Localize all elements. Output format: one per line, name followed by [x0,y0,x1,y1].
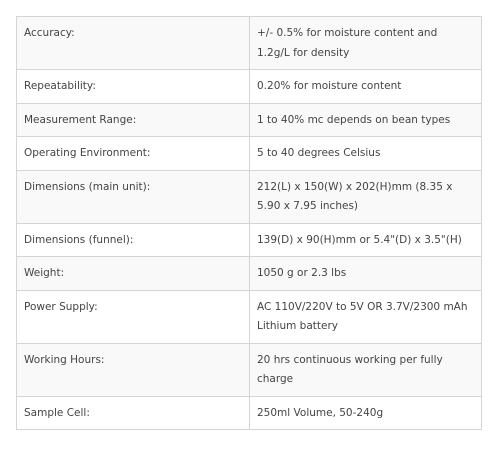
spec-label: Working Hours: [17,343,250,396]
spec-label: Sample Cell: [17,396,250,430]
spec-value: 250ml Volume, 50-240g [250,396,482,430]
spec-row-accuracy [17,17,482,70]
spec-row-dimensions-funnel [17,223,482,257]
spec-label: Dimensions (funnel): [17,223,250,257]
spec-row-repeatability [17,70,482,104]
spec-row-power-supply [17,290,482,343]
specifications-table [16,16,482,430]
spec-value: 1050 g or 2.3 lbs [250,257,482,291]
spec-row-weight [17,257,482,291]
spec-value: 1 to 40% mc depends on bean types [250,103,482,137]
spec-row-sample-cell [17,396,482,430]
spec-value: +/- 0.5% for moisture content and 1.2g/L for density [250,17,482,70]
spec-value: 212(L) x 150(W) x 202(H)mm (8.35 x 5.90 x 7.95 inches) [250,170,482,223]
spec-row-dimensions-main-unit [17,170,482,223]
spec-value: 5 to 40 degrees Celsius [250,137,482,171]
spec-label: Weight: [17,257,250,291]
spec-label: Repeatability: [17,70,250,104]
spec-value: 0.20% for moisture content [250,70,482,104]
spec-label: Power Supply: [17,290,250,343]
spec-value: AC 110V/220V to 5V OR 3.7V/2300 mAh Lithium battery [250,290,482,343]
spec-row-working-hours [17,343,482,396]
spec-row-measurement-range [17,103,482,137]
spec-label: Operating Environment: [17,137,250,171]
spec-value: 20 hrs continuous working per fully charge [250,343,482,396]
spec-value: 139(D) x 90(H)mm or 5.4"(D) x 3.5"(H) [250,223,482,257]
spec-row-operating-environment [17,137,482,171]
spec-label: Measurement Range: [17,103,250,137]
spec-label: Accuracy: [17,17,250,70]
spec-label: Dimensions (main unit): [17,170,250,223]
